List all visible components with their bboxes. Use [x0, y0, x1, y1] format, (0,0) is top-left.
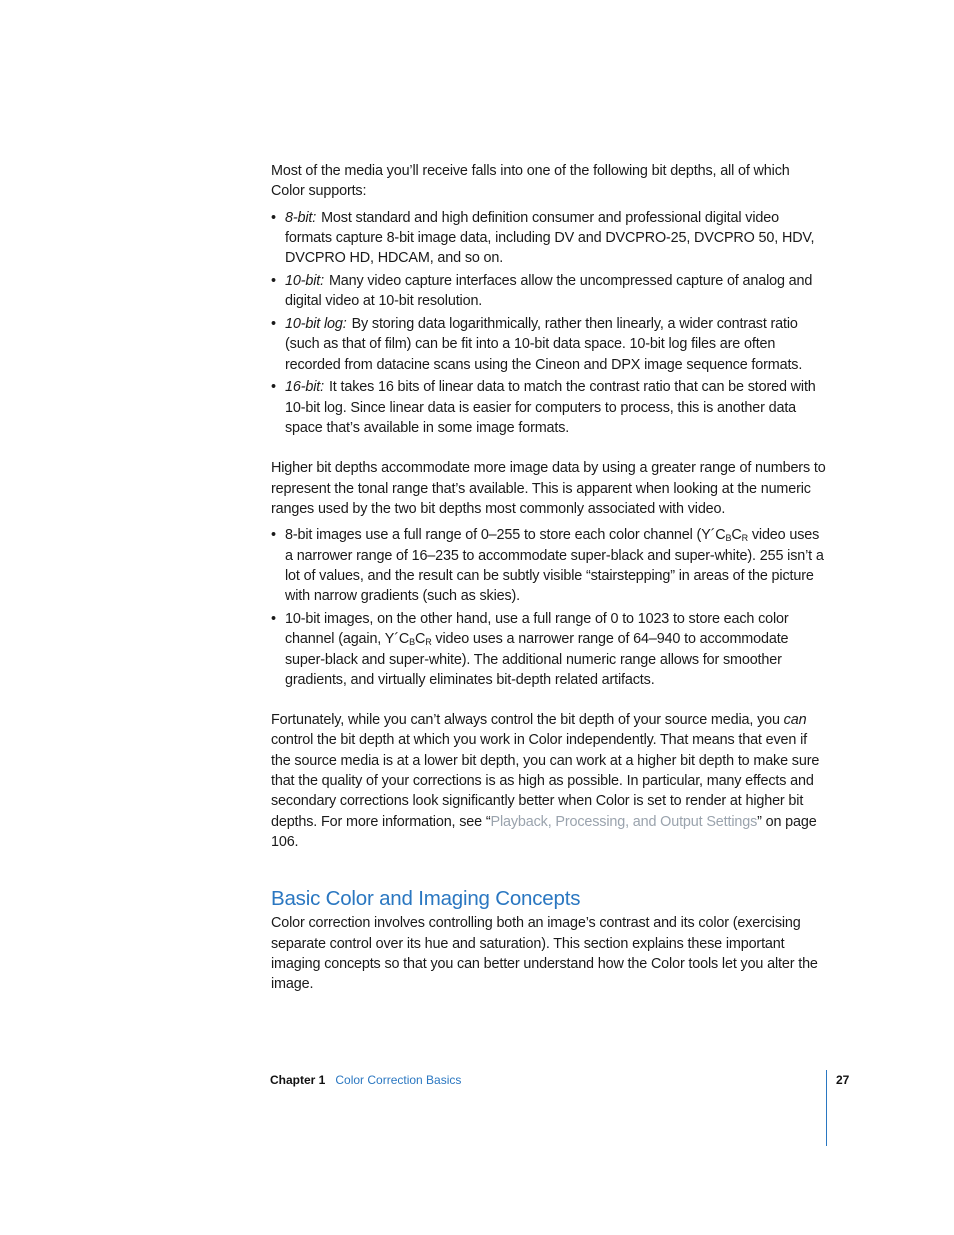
intro-paragraph: Most of the media you’ll receive falls into one of the following bit depths, all of which Color supports: — [271, 163, 790, 200]
ycbcr-notation: $Y´C_BC_R$ — [701, 527, 748, 544]
bullet: • — [271, 527, 276, 544]
emphasis-can: can — [783, 712, 807, 729]
bullet: • — [271, 610, 276, 627]
term-8bit: 8-bit: — [285, 209, 317, 226]
range-8bit-text: 8-bit images use a full range of 0–255 to store each color channel ( — [285, 527, 702, 544]
range-10bit-text: video uses a narrower range of 64–940 to accommodate super-black and super-white). The additional numeric range allows for smoother gradients, and virtually eliminates bit-depth related artifacts. — [285, 631, 789, 688]
term-10bit-log: 10-bit log: — [285, 316, 347, 333]
ycbcr-notation: $Y´C_BC_R$ — [384, 631, 432, 648]
higher-bit-depths-paragraph: Higher bit depths accommodate more image data by using a greater range of numbers to represent the tonal range that’s available. This is apparent when looking at the numeric ranges used by the two bit depths most commonly associated with video. — [271, 460, 826, 517]
list-item — [271, 525, 827, 606]
numeric-range-list — [271, 525, 827, 690]
description-8bit: Most standard and high definition consumer and professional digital video formats capture 8-bit image data, including DV and DVCPRO-25, DVCPRO 50, HDV, DVCPRO HD, HDCAM, and so on. — [285, 209, 815, 267]
description-10bit-log: By storing data logarithmically, rather then linearly, a wider contrast ratio (such as that of film) can be fit into a 10-bit data space. 10-bit log files are often recorded from datacine scans using the Cineon and DPX image sequence formats. — [285, 316, 803, 373]
description-10bit: Many video capture interfaces allow the uncompressed capture of analog and digital video at 10-bit resolution. — [285, 272, 813, 310]
chapter-title-link[interactable]: Color Correction Basics — [335, 1073, 462, 1087]
page-footer — [270, 1073, 461, 1088]
section-body-paragraph: Color correction involves controlling both an image’s contrast and its color (exercising separate control over its hue and saturation). This section explains these important imaging concepts so that you can better understand how the Color tools let you alter the image. — [271, 915, 818, 993]
list-item — [271, 609, 827, 690]
section-heading: Basic Color and Imaging Concepts — [271, 887, 581, 911]
page-number: 27 — [836, 1073, 850, 1087]
page-content — [271, 161, 827, 994]
list-item — [271, 208, 827, 269]
description-16bit: It takes 16 bits of linear data to match the contrast ratio that can be stored with 10-bit log. Since linear data is easier for computers to process, this is another data space that’s available in some image formats. — [285, 379, 816, 437]
list-item — [271, 314, 827, 375]
bullet: • — [271, 379, 276, 396]
chapter-label: Chapter 1 — [270, 1073, 326, 1087]
range-8bit-text: video uses a narrower range of 16–235 to accommodate super-black and super-white). 255 isn’t a lot of values, and the result can be subtly visible “stairstepping” in areas of the picture with narrow gradients (such as skies). — [285, 527, 824, 605]
bit-depth-list — [271, 208, 827, 439]
footer-divider — [826, 1070, 827, 1146]
fortunately-paragraph: Fortunately, while you can’t always control the bit depth of your source media, you can control the bit depth at which you work in Color independently. That means that even if the source media is at a lower bit depth, you can work at a higher bit depth to make sure that the quality of your corrections is as high as possible. In particular, many effects and secondary corrections look significantly better when Color is set to render at higher bit depths. For more information, see “Playback, Processing, and Output Settings” on page 106. — [271, 712, 820, 850]
bullet: • — [271, 272, 276, 289]
list-item — [271, 377, 827, 438]
term-16bit: 16-bit: — [285, 379, 324, 396]
bullet: • — [271, 316, 276, 333]
list-item — [271, 271, 827, 312]
cross-reference-link[interactable]: Playback, Processing, and Output Settings — [490, 813, 758, 830]
range-10bit-text: 10-bit images, on the other hand, use a full range of 0 to 1023 to store each color channel (again, — [285, 610, 789, 648]
term-10bit: 10-bit: — [285, 272, 324, 289]
bullet: • — [271, 209, 276, 226]
